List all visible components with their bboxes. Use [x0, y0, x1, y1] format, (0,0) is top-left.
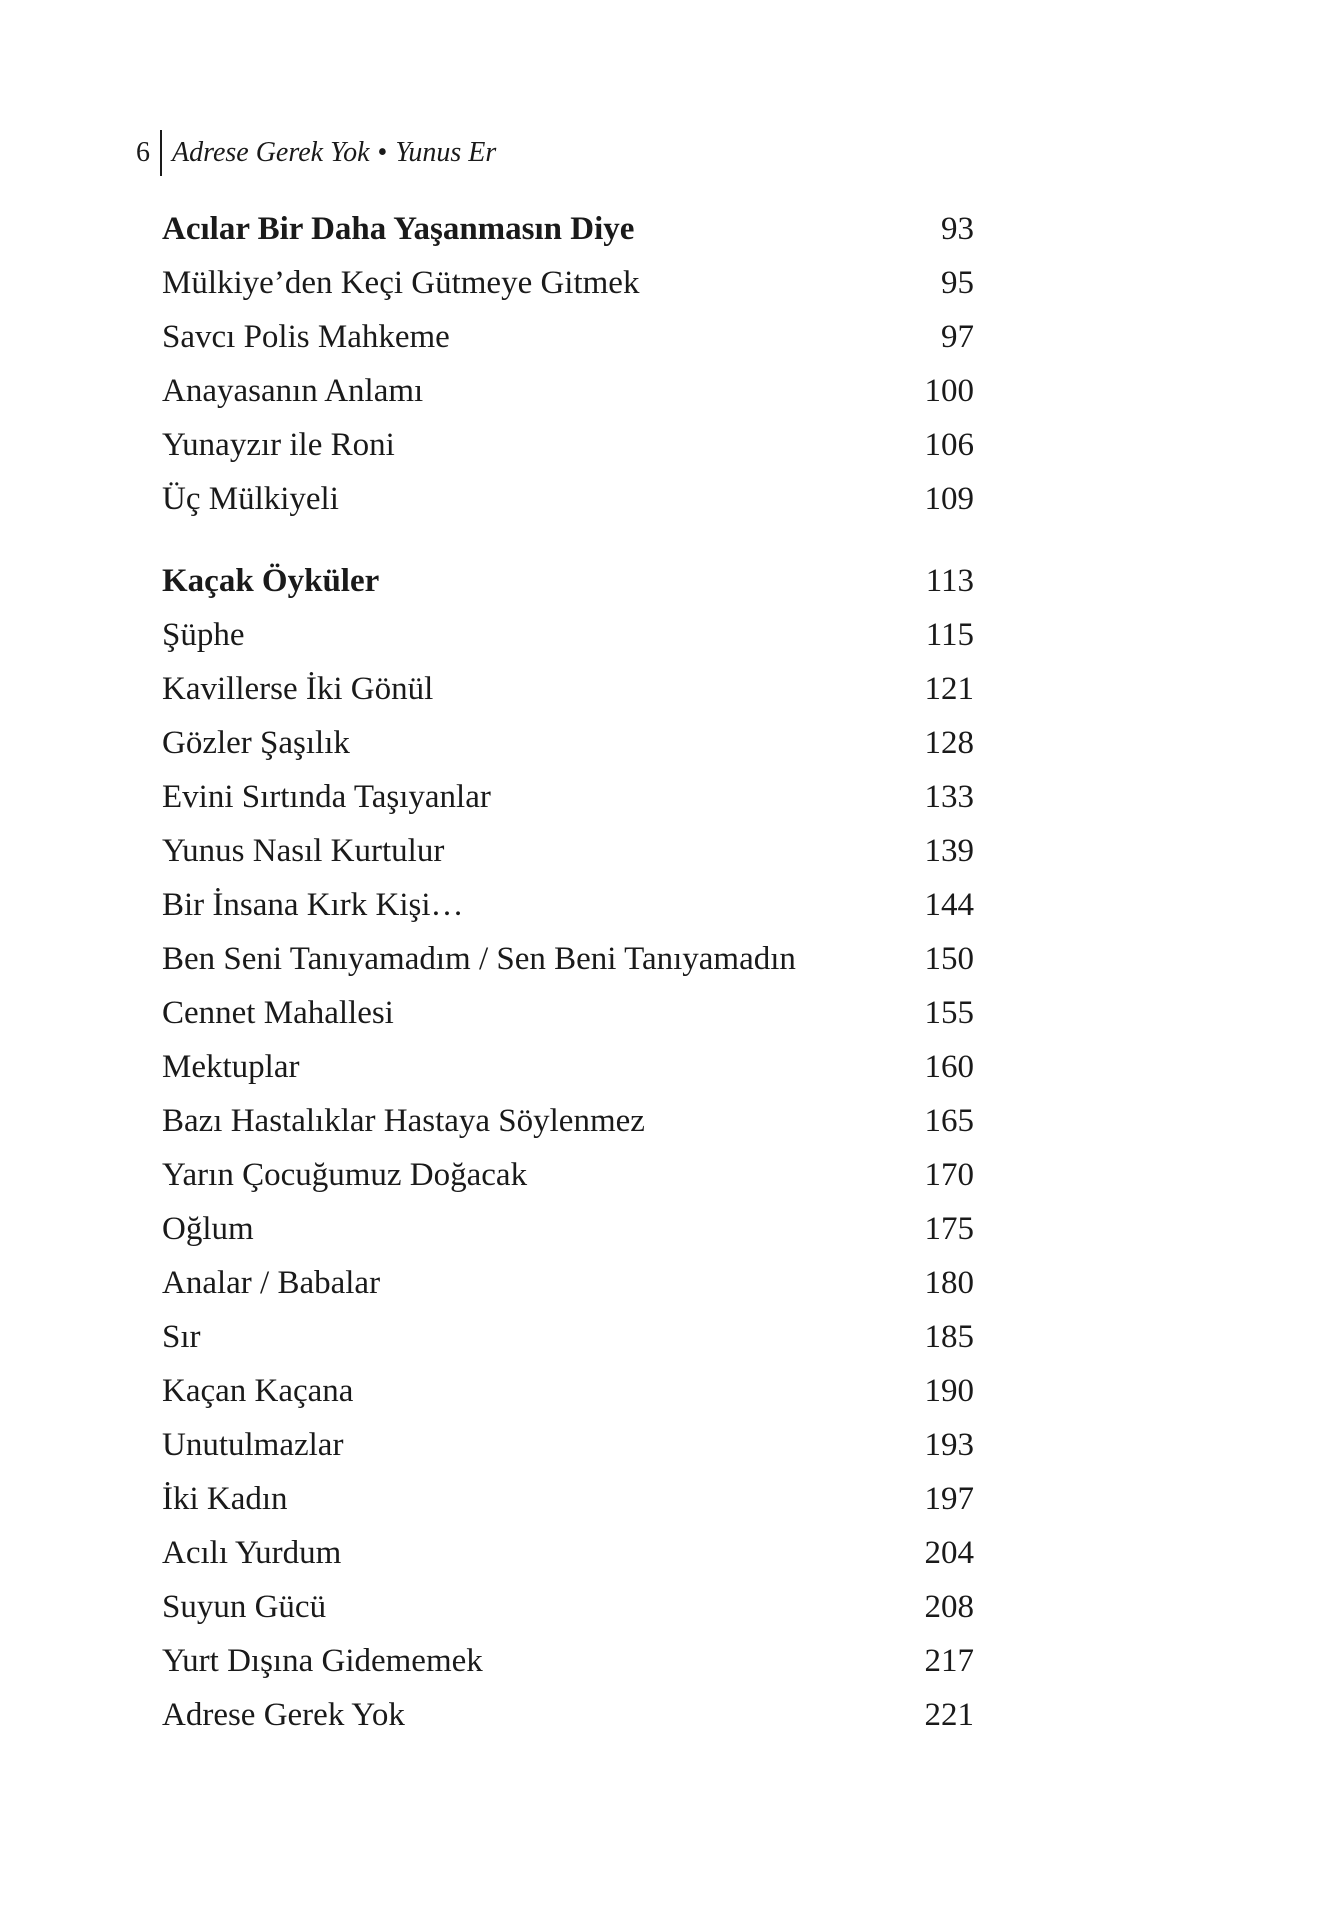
entry-page-number: 175	[924, 1211, 974, 1247]
toc-entry	[162, 1418, 974, 1472]
entry-title: Anayasanın Anlamı	[162, 373, 424, 409]
toc-entry	[162, 364, 974, 418]
toc-entry	[162, 1040, 974, 1094]
entry-page-number: 139	[924, 833, 974, 869]
entry-title: Mektuplar	[162, 1049, 300, 1085]
toc-entry	[162, 1526, 974, 1580]
toc-entry	[162, 1148, 974, 1202]
toc-section	[162, 202, 974, 526]
toc-entry	[162, 986, 974, 1040]
toc-entry	[162, 1688, 974, 1742]
entry-page-number: 100	[924, 373, 974, 409]
entry-page-number: 155	[924, 995, 974, 1031]
entry-title: Acılı Yurdum	[162, 1535, 342, 1571]
entry-title: Bir İnsana Kırk Kişi…	[162, 887, 464, 923]
entry-page-number: 144	[924, 887, 974, 923]
toc-section-heading	[162, 202, 974, 256]
toc-entry	[162, 472, 974, 526]
toc-section	[162, 554, 974, 1742]
toc-section-heading	[162, 554, 974, 608]
entry-page-number: 204	[924, 1535, 974, 1571]
entry-title: Suyun Gücü	[162, 1589, 327, 1625]
toc-entry	[162, 1472, 974, 1526]
entry-title: Şüphe	[162, 617, 245, 653]
entry-title: Yurt Dışına Gidememek	[162, 1643, 483, 1679]
entry-page-number: 121	[924, 671, 974, 707]
entry-title: Oğlum	[162, 1211, 254, 1247]
entry-page-number: 221	[924, 1697, 974, 1733]
header-divider	[160, 130, 162, 176]
entry-page-number: 128	[924, 725, 974, 761]
book-title: Adrese Gerek Yok	[172, 137, 370, 168]
entry-title: Kaçan Kaçana	[162, 1373, 354, 1409]
toc-entry	[162, 824, 974, 878]
entry-page-number: 160	[924, 1049, 974, 1085]
author-name: Yunus Er	[395, 137, 497, 168]
entry-title: Evini Sırtında Taşıyanlar	[162, 779, 491, 815]
entry-page-number: 95	[941, 265, 974, 301]
entry-title: Analar / Babalar	[162, 1265, 381, 1301]
entry-title: Bazı Hastalıklar Hastaya Söylenmez	[162, 1103, 645, 1139]
entry-title: Cennet Mahallesi	[162, 995, 394, 1031]
toc-entry	[162, 1634, 974, 1688]
entry-page-number: 150	[924, 941, 974, 977]
toc-entry	[162, 1256, 974, 1310]
running-head	[136, 130, 496, 176]
toc-entry	[162, 932, 974, 986]
toc-entry	[162, 1310, 974, 1364]
entry-page-number: 217	[924, 1643, 974, 1679]
entry-page-number: 109	[924, 481, 974, 517]
entry-page-number: 97	[941, 319, 974, 355]
entry-page-number: 190	[924, 1373, 974, 1409]
section-page-number: 93	[941, 211, 974, 247]
entry-title: Üç Mülkiyeli	[162, 481, 339, 517]
toc-entry	[162, 716, 974, 770]
toc-entry	[162, 608, 974, 662]
entry-title: Yunayzır ile Roni	[162, 427, 395, 463]
toc-entry	[162, 1364, 974, 1418]
entry-page-number: 165	[924, 1103, 974, 1139]
entry-page-number: 133	[924, 779, 974, 815]
entry-title: Savcı Polis Mahkeme	[162, 319, 450, 355]
section-title: Acılar Bir Daha Yaşanmasın Diye	[162, 211, 635, 247]
table-of-contents	[162, 202, 974, 1742]
entry-title: Adrese Gerek Yok	[162, 1697, 405, 1733]
entry-page-number: 170	[924, 1157, 974, 1193]
entry-title: Yunus Nasıl Kurtulur	[162, 833, 445, 869]
entry-title: Sır	[162, 1319, 201, 1355]
entry-page-number: 115	[925, 617, 974, 653]
toc-entry	[162, 1202, 974, 1256]
toc-entry	[162, 878, 974, 932]
toc-entry	[162, 418, 974, 472]
entry-title: Ben Seni Tanıyamadım / Sen Beni Tanıyamadın	[162, 941, 796, 977]
toc-entry	[162, 770, 974, 824]
entry-title: Gözler Şaşılık	[162, 725, 350, 761]
entry-title: Kavillerse İki Gönül	[162, 671, 434, 707]
entry-title: Unutulmazlar	[162, 1427, 344, 1463]
entry-page-number: 180	[924, 1265, 974, 1301]
toc-entry	[162, 662, 974, 716]
bullet-separator: •	[377, 137, 388, 168]
entry-page-number: 106	[924, 427, 974, 463]
entry-title: Mülkiye’den Keçi Gütmeye Gitmek	[162, 265, 640, 301]
entry-title: İki Kadın	[162, 1481, 288, 1517]
page-number: 6	[136, 137, 150, 168]
toc-entry	[162, 1094, 974, 1148]
entry-title: Yarın Çocuğumuz Doğacak	[162, 1157, 528, 1193]
toc-entry	[162, 1580, 974, 1634]
entry-page-number: 193	[924, 1427, 974, 1463]
section-title: Kaçak Öyküler	[162, 563, 380, 599]
toc-entry	[162, 256, 974, 310]
entry-page-number: 208	[924, 1589, 974, 1625]
toc-entry	[162, 310, 974, 364]
section-page-number: 113	[925, 563, 974, 599]
entry-page-number: 185	[924, 1319, 974, 1355]
entry-page-number: 197	[924, 1481, 974, 1517]
